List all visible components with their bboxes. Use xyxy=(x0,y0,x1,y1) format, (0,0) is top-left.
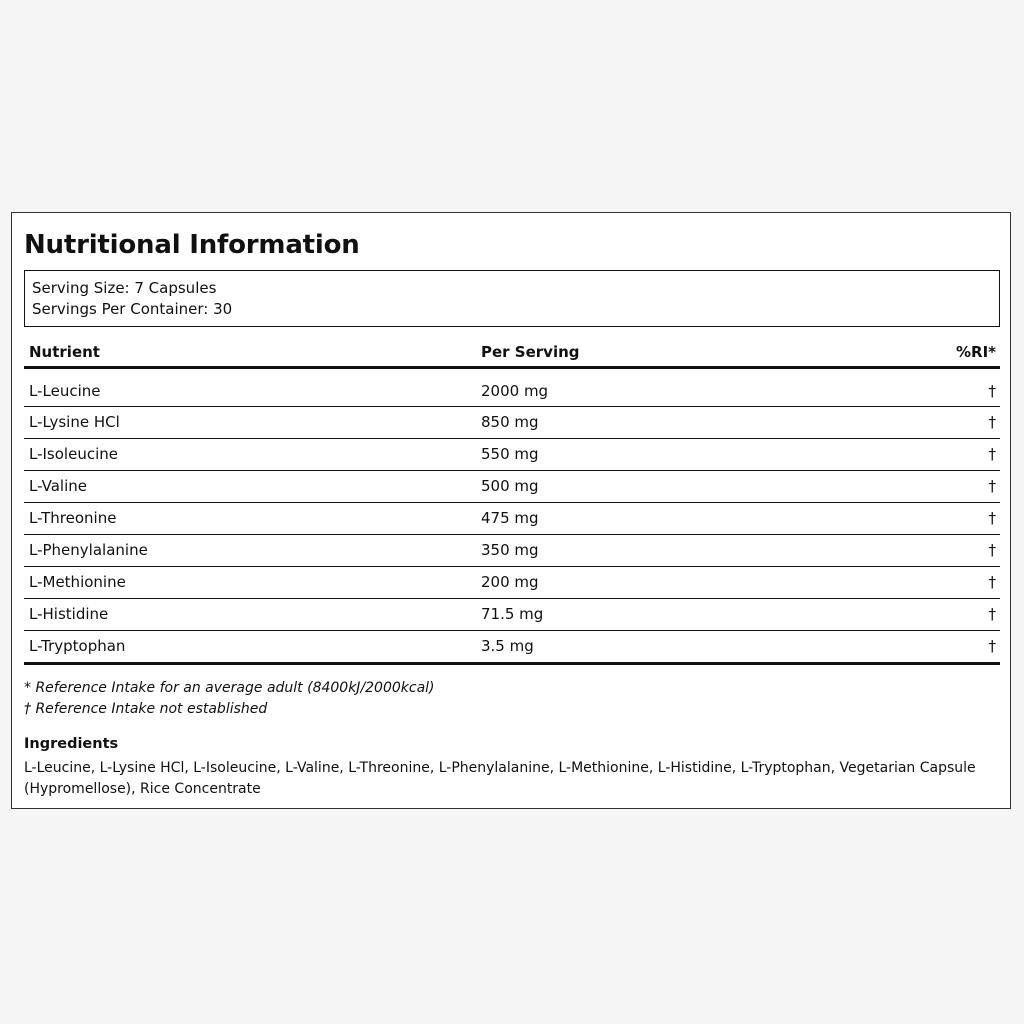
nutrient-amount: 3.5 mg xyxy=(481,637,534,655)
nutrient-amount: 850 mg xyxy=(481,413,539,431)
table-row xyxy=(24,631,1000,665)
table-row xyxy=(24,535,1000,567)
table-row xyxy=(24,439,1000,471)
footnote-reference-intake: * Reference Intake for an average adult (8400kJ/2000kcal) xyxy=(24,680,435,696)
nutrient-ri: † xyxy=(988,477,996,495)
nutrient-name: L-Histidine xyxy=(29,605,109,623)
table-row xyxy=(24,471,1000,503)
panel-title: Nutritional Information xyxy=(24,230,360,260)
nutrient-ri: † xyxy=(988,509,996,527)
nutrient-amount: 550 mg xyxy=(481,445,539,463)
table-row xyxy=(24,503,1000,535)
table-row xyxy=(24,599,1000,631)
nutrient-amount: 475 mg xyxy=(481,509,539,527)
nutrient-amount: 71.5 mg xyxy=(481,605,544,623)
nutrient-name: L-Methionine xyxy=(29,573,126,591)
nutrient-ri: † xyxy=(988,382,996,400)
nutrient-name: L-Valine xyxy=(29,477,87,495)
nutrient-name: L-Leucine xyxy=(29,382,101,400)
nutrient-table xyxy=(24,338,1000,665)
table-row xyxy=(24,373,1000,407)
nutrient-ri: † xyxy=(988,541,996,559)
table-header-row xyxy=(24,338,1000,369)
nutrient-ri: † xyxy=(988,605,996,623)
nutrition-panel xyxy=(11,212,1011,809)
footnote-not-established: † Reference Intake not established xyxy=(24,700,268,717)
nutrient-ri: † xyxy=(988,445,996,463)
nutrient-name: L-Isoleucine xyxy=(29,445,118,463)
serving-size: Serving Size: 7 Capsules xyxy=(32,279,217,297)
nutrient-amount: 200 mg xyxy=(481,573,539,591)
ingredients-list: L-Leucine, L-Lysine HCl, L-Isoleucine, L-Valine, L-Threonine, L-Phenylalanine, L-Methionine, L-Histidine, L-Tryptophan, Vegetarian Capsule (Hypromellose), Rice Concentrate xyxy=(24,760,976,797)
nutrient-name: L-Lysine HCl xyxy=(29,413,120,431)
header-ri: %RI* xyxy=(955,343,996,361)
nutrient-name: L-Threonine xyxy=(29,509,117,527)
nutrient-ri: † xyxy=(988,637,996,655)
nutrient-ri: † xyxy=(988,573,996,591)
nutrient-ri: † xyxy=(988,413,996,431)
nutrient-amount: 2000 mg xyxy=(481,382,549,400)
nutrient-name: L-Phenylalanine xyxy=(29,541,148,559)
footnotes xyxy=(24,678,435,719)
table-row xyxy=(24,407,1000,439)
ingredients-heading: Ingredients xyxy=(24,736,119,752)
header-per-serving: Per Serving xyxy=(481,343,580,361)
servings-per-container: Servings Per Container: 30 xyxy=(32,300,233,318)
nutrient-name: L-Tryptophan xyxy=(29,637,126,655)
nutrient-amount: 500 mg xyxy=(481,477,539,495)
header-nutrient: Nutrient xyxy=(29,343,100,361)
table-row xyxy=(24,567,1000,599)
nutrient-amount: 350 mg xyxy=(481,541,539,559)
serving-info-box xyxy=(24,270,1000,327)
